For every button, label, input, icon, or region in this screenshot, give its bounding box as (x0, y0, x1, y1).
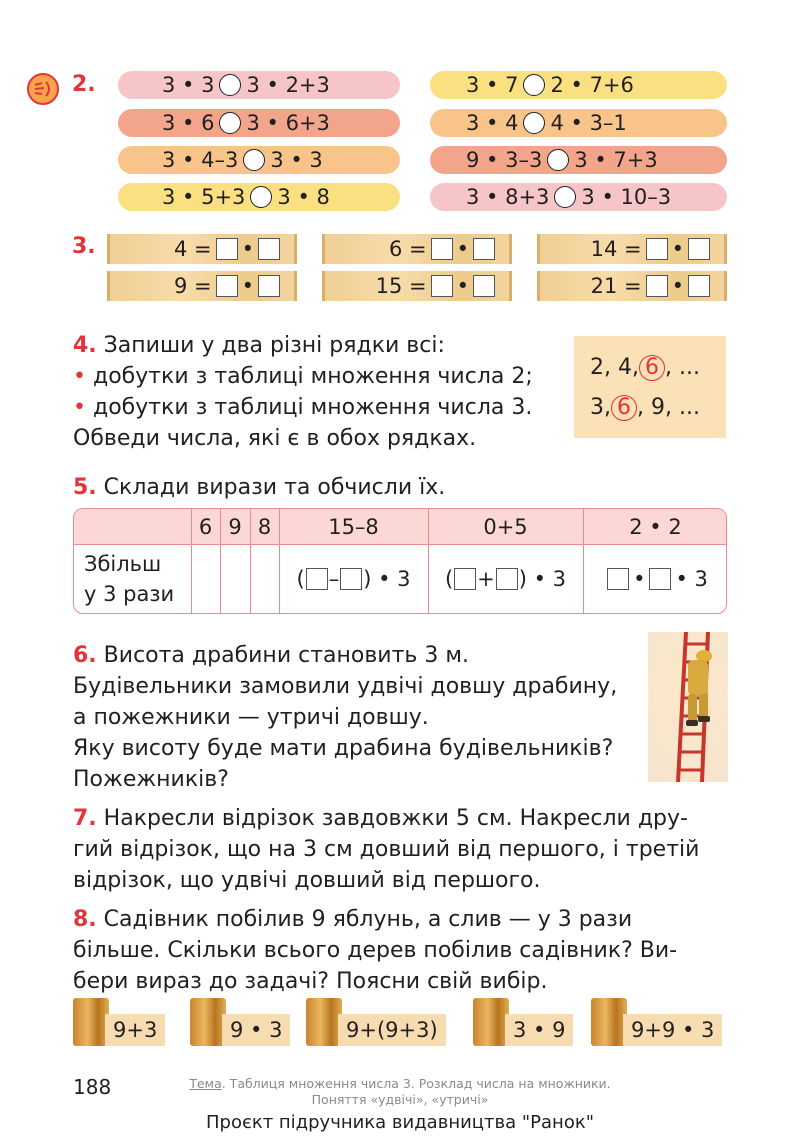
topic-caption (150, 1076, 650, 1108)
log-icon (591, 998, 627, 1046)
log-icon (306, 998, 342, 1046)
compare-circle[interactable] (243, 149, 265, 171)
expression-tail: ) • 3 (518, 567, 567, 591)
factor-cell (537, 234, 727, 264)
table-header-cell: 15–8 (328, 515, 379, 539)
factor-product: 21 = (590, 274, 642, 298)
task6-line: Будівельники замовили удвічі довшу драбину, (73, 674, 618, 699)
expression-option[interactable]: 3 • 9 (505, 1014, 573, 1046)
expr-left: 3 • 4 (466, 111, 519, 135)
expr-left: 3 • 7 (466, 73, 519, 97)
factor-box[interactable] (431, 238, 453, 260)
row-label (84, 549, 174, 609)
compare-expression (118, 183, 400, 211)
factor-box[interactable] (216, 275, 238, 297)
paren: ( (444, 567, 454, 591)
compare-circle[interactable] (523, 112, 545, 134)
task4-line: Запиши у два різні рядки всі: (103, 333, 445, 358)
task4-line: добутки з таблиці множення числа 2; (92, 364, 533, 389)
topic-label: Тема (189, 1076, 222, 1091)
answer-box[interactable] (306, 568, 328, 590)
page-number: 188 (73, 1075, 112, 1099)
task6-line: Висота драбини становить 3 м. (103, 643, 469, 668)
task4-number: 4. (73, 333, 97, 358)
compare-expression (118, 146, 400, 174)
factor-product: 15 = (375, 274, 427, 298)
log-icon (473, 998, 509, 1046)
expr-right: 3 • 8 (277, 185, 330, 209)
operator: + (477, 567, 495, 591)
compare-expression (118, 109, 400, 137)
task7-line: Накресли відрізок завдовжки 5 см. Накресли дру- (103, 806, 688, 831)
table-header-cell: 2 • 2 (629, 515, 682, 539)
table-header-cell: 9 (228, 515, 242, 539)
factor-cell (322, 234, 512, 264)
compare-circle[interactable] (219, 74, 241, 96)
factor-cell (537, 271, 727, 301)
expr-left: 3 • 3 (162, 73, 215, 97)
dot-sign: • (456, 274, 469, 298)
task4-line: Обведи числа, які є в обох рядках. (73, 426, 477, 451)
expr-left: 3 • 4–3 (162, 148, 239, 172)
task7-number: 7. (73, 806, 97, 831)
expression-option[interactable]: 9+9 • 3 (623, 1014, 722, 1046)
task8-line: бери вираз до задачі? Поясни свій вибір. (73, 969, 548, 994)
paren: ( (296, 567, 305, 591)
task3-number: 3. (72, 234, 96, 259)
compare-expression (118, 71, 400, 99)
bullet: • (73, 364, 86, 389)
table-cell (279, 545, 428, 613)
hint-text: , 9, ... (637, 395, 700, 420)
expr-left: 3 • 6 (162, 111, 215, 135)
compare-circle[interactable] (554, 186, 576, 208)
compare-expression (430, 71, 727, 99)
factor-box[interactable] (473, 238, 495, 260)
factor-cell (107, 234, 297, 264)
factor-box[interactable] (216, 238, 238, 260)
factor-box[interactable] (258, 275, 280, 297)
table-header-cell: 6 (198, 515, 213, 539)
task7-line: відрізок, що удвічі довший від першого. (73, 868, 541, 893)
factor-box[interactable] (646, 238, 668, 260)
task4-line: добутки з таблиці множення числа 3. (92, 395, 533, 420)
log-icon (190, 998, 226, 1046)
task6-line: а пожежники — утричі довшу. (73, 705, 429, 730)
factor-product: 14 = (590, 237, 642, 261)
circled-number: 6 (611, 395, 637, 421)
expr-right: 4 • 3–1 (550, 111, 627, 135)
hint-text: , ... (664, 355, 700, 380)
expr-right: 3 • 2+3 (246, 73, 330, 97)
factor-product: 9 = (173, 274, 212, 298)
expression-option[interactable]: 9+(9+3) (338, 1014, 446, 1046)
task8-line: більше. Скільки всього дерев побілив садівник? Ви- (73, 938, 678, 963)
table-header-cell: 0+5 (483, 515, 528, 539)
compare-circle[interactable] (219, 112, 241, 134)
factor-box[interactable] (688, 238, 710, 260)
answer-box[interactable] (649, 568, 671, 590)
example-hint-box (574, 336, 726, 438)
expr-right: 2 • 7+6 (550, 73, 634, 97)
factor-box[interactable] (688, 275, 710, 297)
task5-line: Склади вирази та обчисли їх. (103, 475, 446, 500)
topic-line: Поняття «удвічі», «утричі» (311, 1092, 489, 1107)
task4-text (73, 330, 533, 454)
row-label-line: Збільш (84, 552, 162, 576)
expr-right: 3 • 3 (270, 148, 323, 172)
answer-box[interactable] (607, 568, 629, 590)
task8-number: 8. (73, 907, 97, 932)
topic-line: . Таблиця множення числа 3. Розклад числа на множники. (221, 1076, 611, 1091)
task6-text (73, 640, 617, 795)
task6-line: Яку висоту буде мати драбина будівельників? (73, 736, 614, 761)
expression-option[interactable]: 9 • 3 (222, 1014, 290, 1046)
factor-cell (322, 271, 512, 301)
factor-box[interactable] (431, 275, 453, 297)
expression-table (73, 508, 727, 614)
answer-box[interactable] (454, 568, 476, 590)
factor-box[interactable] (473, 275, 495, 297)
hint-text: 3, (590, 395, 611, 420)
task8-text (73, 904, 677, 997)
bullet: • (73, 395, 86, 420)
firefighter-ladder-illustration (648, 632, 728, 782)
compare-expression (430, 183, 727, 211)
log-icon (73, 998, 109, 1046)
expr-right: 3 • 7+3 (574, 148, 658, 172)
expr-left: 3 • 8+3 (466, 185, 550, 209)
dot-sign: • (456, 237, 469, 261)
answer-box[interactable] (496, 568, 518, 590)
table-cell (428, 545, 583, 613)
compare-expression (430, 109, 727, 137)
task7-line: гий відрізок, що на 3 см довший від першого, і третій (73, 837, 700, 862)
dot-sign: • (241, 274, 254, 298)
expression-tail: • 3 (675, 567, 708, 591)
table-cell (583, 545, 727, 613)
dot-sign: • (671, 237, 684, 261)
factor-box[interactable] (646, 275, 668, 297)
factor-product: 4 = (173, 237, 212, 261)
factor-cell (107, 271, 297, 301)
expr-right: 3 • 10–3 (581, 185, 672, 209)
dot-sign: • (241, 237, 254, 261)
compare-circle[interactable] (250, 186, 272, 208)
answer-box[interactable] (340, 568, 362, 590)
factor-box[interactable] (258, 238, 280, 260)
task6-number: 6. (73, 643, 97, 668)
oral-task-icon (26, 72, 60, 106)
task8-line: Садівник побілив 9 яблунь, а слив — у 3 рази (103, 907, 633, 932)
dot-sign: • (671, 274, 684, 298)
expr-right: 3 • 6+3 (246, 111, 330, 135)
task2-number: 2. (72, 72, 96, 97)
expression-tail: ) • 3 (363, 567, 411, 591)
publisher-project-note: Проєкт підручника видавництва "Ранок" (205, 1112, 594, 1133)
operator: – (328, 567, 340, 591)
task5-text (73, 472, 445, 503)
operator: • (633, 567, 646, 591)
factor-product: 6 = (388, 237, 427, 261)
expression-option[interactable]: 9+3 (105, 1014, 165, 1046)
expr-left: 3 • 5+3 (162, 185, 246, 209)
compare-circle[interactable] (547, 149, 569, 171)
compare-circle[interactable] (523, 74, 545, 96)
expr-left: 9 • 3–3 (466, 148, 543, 172)
task5-number: 5. (73, 475, 97, 500)
task6-line: Пожежників? (73, 767, 229, 792)
row-label-line: у 3 рази (84, 582, 175, 606)
compare-expression (430, 146, 727, 174)
table-header-cell: 8 (257, 515, 272, 539)
hint-text: 2, 4, (590, 355, 639, 380)
task7-text (73, 803, 699, 896)
circled-number: 6 (639, 355, 665, 381)
